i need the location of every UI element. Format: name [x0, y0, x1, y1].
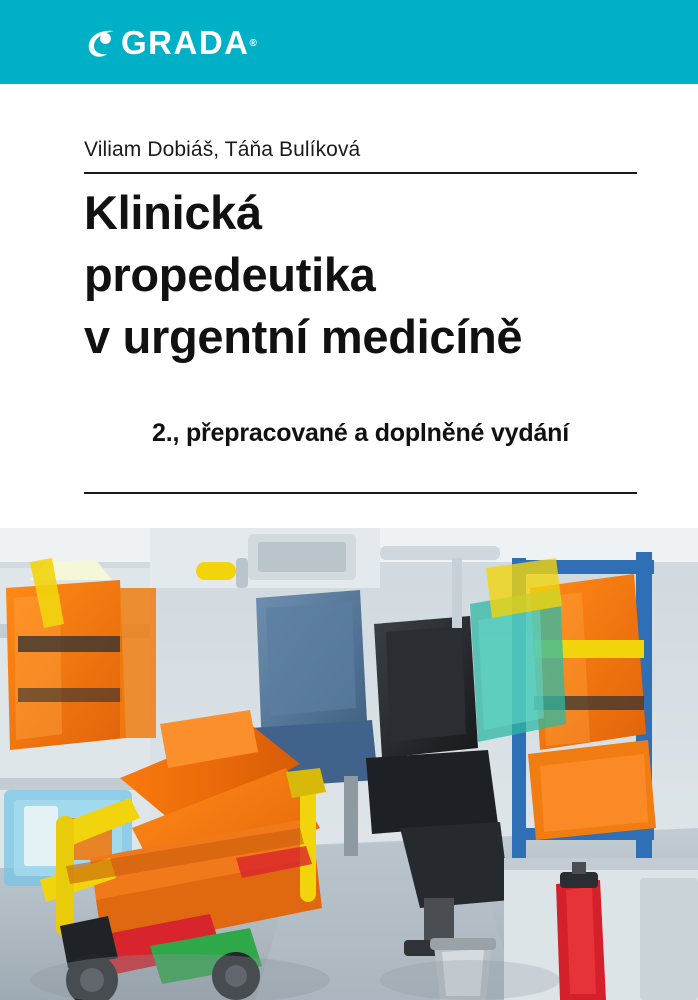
title-line-2: propedeutika	[84, 248, 376, 302]
publisher-name: GRADA	[121, 24, 250, 61]
trademark-symbol: ®	[249, 37, 257, 49]
authors: Viliam Dobiáš, Táňa Bulíková	[84, 138, 361, 161]
publisher-band	[0, 0, 698, 84]
publisher-logo	[84, 22, 257, 64]
title-line-3: v urgentní medicíně	[84, 310, 523, 364]
cover-photo	[0, 528, 698, 1000]
divider-top	[84, 172, 637, 174]
grada-leaf-icon	[84, 26, 118, 60]
divider-bottom	[84, 492, 637, 494]
title-area	[0, 84, 698, 528]
page-title	[84, 182, 654, 368]
edition-statement: 2., přepracované a doplněné vydání	[152, 419, 569, 447]
title-line-1: Klinická	[84, 186, 262, 239]
